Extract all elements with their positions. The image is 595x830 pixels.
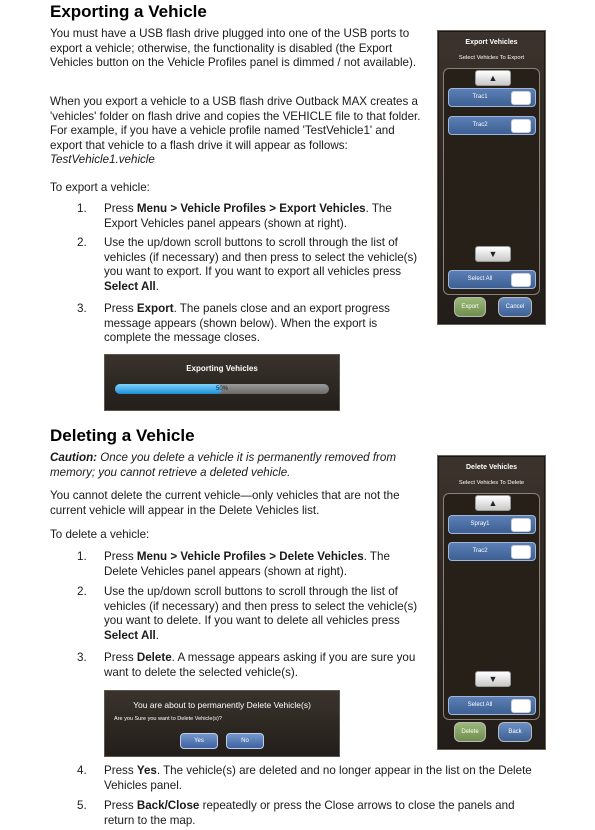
delete-para-1: You cannot delete the current vehicle—only vehicles that are not the current vehicle will appear in the Delete Vehicles list. (50, 489, 400, 517)
export-button[interactable]: Export (454, 297, 486, 317)
yes-button[interactable]: Yes (180, 733, 218, 749)
step-text: Press (104, 202, 137, 215)
list-item[interactable] (448, 515, 536, 534)
step-text: Press (104, 651, 137, 664)
checkbox[interactable] (511, 545, 531, 559)
export-progress-percent: 50% (215, 386, 228, 392)
step-bold: Back/Close (136, 799, 200, 812)
delete-heading: Deleting a Vehicle (50, 426, 195, 445)
checkbox[interactable] (511, 273, 531, 287)
step-body (104, 302, 426, 346)
scroll-up-button[interactable]: ▲ (475, 495, 511, 511)
export-para-1: You must have a USB flash drive plugged into one of the USB ports to export a vehicle; otherwise, the functionality is disabled (the Export Vehicles button on the Vehicle Profiles panel is dimmed / not available). (50, 27, 417, 70)
scroll-down-button[interactable]: ▼ (475, 671, 511, 687)
step-text: Press (104, 799, 137, 812)
checkbox[interactable] (511, 119, 531, 133)
checkbox[interactable] (511, 699, 531, 713)
list-item-label: Spray1 (470, 521, 490, 527)
select-all-button[interactable] (448, 270, 536, 289)
delete-confirm-dialog (104, 690, 340, 757)
scroll-up-button[interactable]: ▲ (475, 70, 511, 86)
select-all-button[interactable] (448, 696, 536, 715)
caution-text: Once you delete a vehicle it is permanently removed from memory; you cannot retrieve a deleted vehicle. (50, 451, 397, 479)
export-para-2-filename: TestVehicle1.vehicle (50, 153, 155, 167)
checkbox[interactable] (511, 91, 531, 105)
step-text: Use the up/down scroll buttons to scroll through the list of vehicles (if necessary) and then press to select the vehicle(s) you want to delete. If you want to delete all vehicles press (104, 585, 418, 628)
step-bold: Select All (104, 628, 156, 642)
step-text: . The vehicle(s) are deleted and no longer appear in the list on the Delete Vehicles panel. (104, 764, 532, 792)
panel-subtitle: Select Vehicles To Delete (458, 480, 525, 486)
list-item[interactable] (448, 116, 536, 135)
step-text: . (155, 279, 159, 293)
cancel-button[interactable]: Cancel (498, 297, 532, 317)
back-button[interactable]: Back (498, 722, 532, 742)
step-bold: Export (136, 302, 174, 315)
export-progress-dialog (104, 354, 340, 411)
step-text: . A message appears asking if you are sure you want to delete the selected vehicle(s). (104, 651, 416, 679)
step-text: repeatedly or press the Close arrows to close the panels and return to the map. (104, 799, 515, 827)
export-intro: To export a vehicle: (50, 181, 150, 194)
scroll-down-button[interactable]: ▼ (475, 246, 511, 262)
step-bold: Menu > Vehicle Profiles > Export Vehicles (136, 202, 366, 215)
export-para-2 (50, 95, 428, 168)
step-bold: Delete (136, 651, 172, 664)
step-bold: Menu > Vehicle Profiles > Delete Vehicles (136, 550, 364, 563)
checkbox[interactable] (511, 518, 531, 532)
step-text: . The panels close and an export progress message appears (shown below). When the export is complete the message closes. (104, 302, 390, 345)
list-item[interactable] (448, 88, 536, 107)
step-number: 2. (77, 585, 87, 598)
list-item-label: Trac2 (472, 122, 488, 128)
step-body (104, 202, 426, 231)
step-number: 1. (77, 202, 87, 215)
list-item[interactable] (448, 542, 536, 561)
list-item-label: Trac2 (472, 548, 488, 554)
step-number: 5. (77, 799, 87, 812)
export-para-2-text: When you export a vehicle to a USB flash drive Outback MAX creates a 'vehicles' folder on flash drive and copies the VEHICLE file to that folder. For example, if you have a vehicle profile named 'TestVehicle1' and export that vehicle to a flash drive it will appear as follows: (50, 95, 421, 152)
step-number: 3. (77, 302, 87, 315)
step-bold: Select All (104, 279, 156, 293)
panel-subtitle: Select Vehicles To Export (458, 55, 525, 61)
delete-caution (50, 451, 428, 480)
step-body (104, 550, 426, 579)
step-text: . The Export Vehicles panel appears (shown at right). (104, 202, 392, 230)
step-number: 4. (77, 764, 87, 777)
dialog-title: You are about to permanently Delete Vehicle(s) (133, 700, 311, 710)
delete-button[interactable]: Delete (454, 722, 486, 742)
select-all-label: Select All (467, 276, 493, 282)
export-vehicles-panel (437, 30, 546, 325)
step-text: Press (104, 550, 137, 563)
no-button[interactable]: No (226, 733, 264, 749)
dialog-question: Are you Sure you want to Delete Vehicle(s)? (114, 716, 222, 722)
step-bold: Yes (136, 764, 157, 777)
export-progress-title: Exporting Vehicles (186, 364, 258, 373)
step-text: Press (104, 302, 137, 315)
delete-vehicles-panel (437, 455, 546, 750)
panel-title: Export Vehicles (465, 39, 518, 46)
panel-title: Delete Vehicles (466, 464, 517, 471)
step-number: 1. (77, 550, 87, 563)
step-body (104, 764, 544, 793)
select-all-label: Select All (467, 702, 493, 708)
list-item-label: Trac1 (472, 94, 488, 100)
step-text: Use the up/down scroll buttons to scroll through the list of vehicles (if necessary) and then press to select the vehicle(s) you want to export. If you want to export all vehicles press (104, 236, 418, 279)
step-text: Press (104, 764, 137, 777)
step-body (104, 585, 426, 643)
step-number: 2. (77, 236, 87, 249)
step-body (104, 236, 426, 294)
delete-intro: To delete a vehicle: (50, 528, 150, 541)
step-body (104, 799, 544, 828)
step-text: . The Delete Vehicles panel appears (shown at right). (104, 550, 390, 578)
step-body (104, 651, 426, 680)
caution-label: Caution: (50, 451, 98, 464)
export-heading: Exporting a Vehicle (50, 2, 207, 21)
step-text: . (155, 628, 159, 642)
step-number: 3. (77, 651, 87, 664)
export-progress-bar (115, 384, 329, 394)
